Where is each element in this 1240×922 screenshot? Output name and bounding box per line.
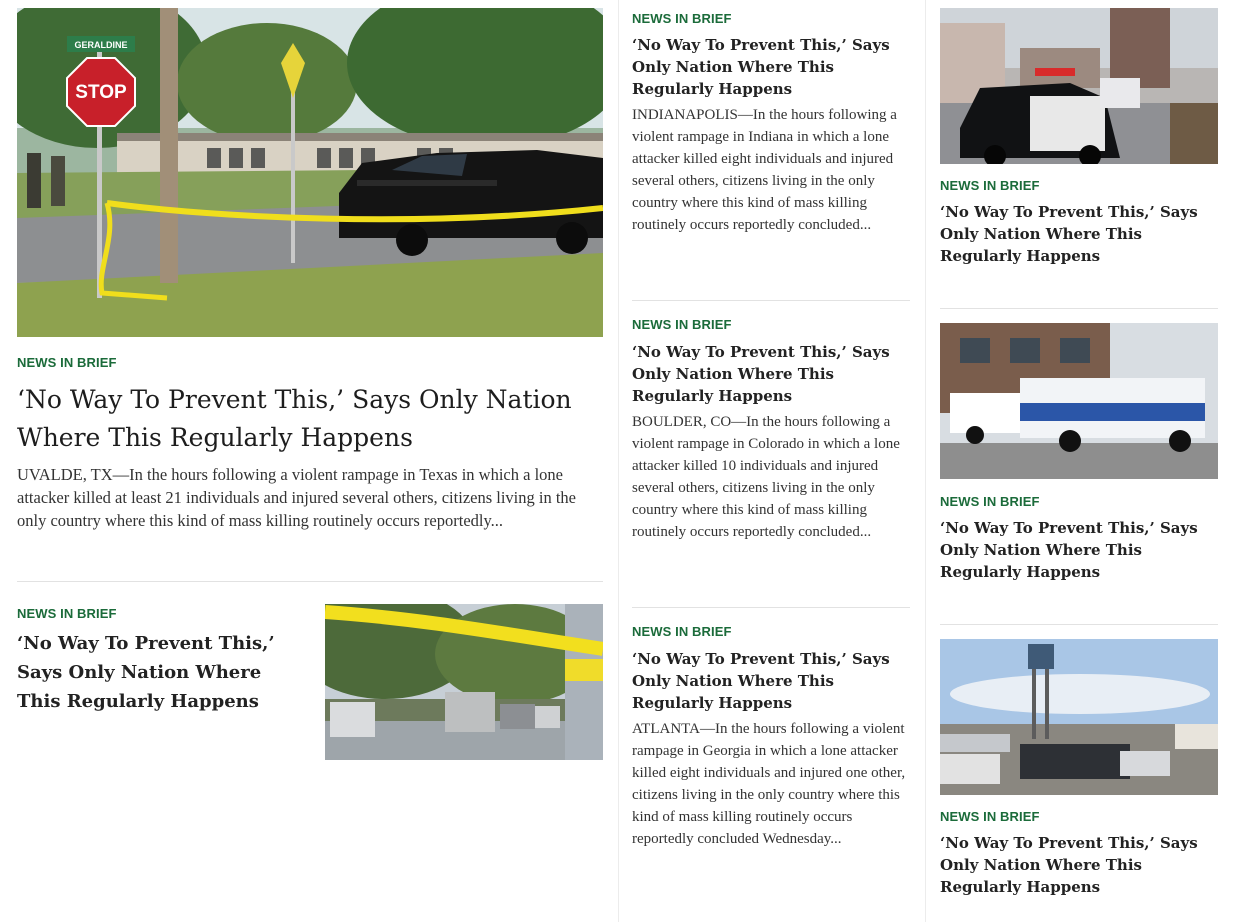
divider [632,607,910,608]
street-sign-text: GERALDINE [74,40,128,50]
middle-kicker[interactable]: NEWS IN BRIEF [632,624,732,639]
right-headline[interactable]: ‘No Way To Prevent This,’ Says Only Nation Where This Regularly Happens [940,834,1198,896]
middle-headline[interactable]: ‘No Way To Prevent This,’ Says Only Nation Where This Regularly Happens [632,36,890,98]
divider [940,624,1218,625]
middle-summary: ATLANTA—In the hours following a violent rampage in Georgia in which a lone attacker killed eight individuals and injured one other, citizens living in the only country where this kind of mass killing routinely occurs reportedly concluded Wednesday... [632,721,906,847]
column-divider [618,0,619,922]
right-kicker[interactable]: NEWS IN BRIEF [940,809,1040,824]
right-image[interactable] [940,639,1218,795]
secondary-headline[interactable]: ‘No Way To Prevent This,’ Says Only Nation Where This Regularly Happens [17,633,275,712]
featured-image[interactable] [17,8,603,337]
secondary-image[interactable] [325,604,603,760]
featured-kicker[interactable]: NEWS IN BRIEF [17,355,117,370]
middle-kicker[interactable]: NEWS IN BRIEF [632,317,732,332]
featured-summary: UVALDE, TX—In the hours following a violent rampage in Texas in which a lone attacker killed at least 21 individuals and injured several others, citizens living in the only country where this kind of mass killing routinely occurs reportedly... [17,465,577,530]
right-kicker[interactable]: NEWS IN BRIEF [940,178,1040,193]
divider [940,308,1218,309]
right-image[interactable] [940,8,1218,164]
divider [632,300,910,301]
column-divider [925,0,926,922]
middle-summary: INDIANAPOLIS—In the hours following a violent rampage in Indiana in which a lone attacker killed eight individuals and injured several others, citizens living in the only country where this kind of mass killing routinely occurs reportedly concluded... [632,107,897,233]
featured-headline[interactable]: ‘No Way To Prevent This,’ Says Only Nation Where This Regularly Happens [17,385,572,452]
right-headline[interactable]: ‘No Way To Prevent This,’ Says Only Nation Where This Regularly Happens [940,203,1198,265]
middle-kicker[interactable]: NEWS IN BRIEF [632,11,732,26]
right-kicker[interactable]: NEWS IN BRIEF [940,494,1040,509]
stop-sign-icon: STOP [75,82,127,103]
middle-headline[interactable]: ‘No Way To Prevent This,’ Says Only Nation Where This Regularly Happens [632,650,890,712]
divider [17,581,603,582]
right-image[interactable] [940,323,1218,479]
middle-summary: BOULDER, CO—In the hours following a violent rampage in Colorado in which a lone attacker killed 10 individuals and injured several others, citizens living in the only country where this kind of mass killing routinely occurs reportedly concluded... [632,414,900,540]
middle-headline[interactable]: ‘No Way To Prevent This,’ Says Only Nation Where This Regularly Happens [632,343,890,405]
right-headline[interactable]: ‘No Way To Prevent This,’ Says Only Nation Where This Regularly Happens [940,519,1198,581]
secondary-kicker[interactable]: NEWS IN BRIEF [17,606,117,621]
